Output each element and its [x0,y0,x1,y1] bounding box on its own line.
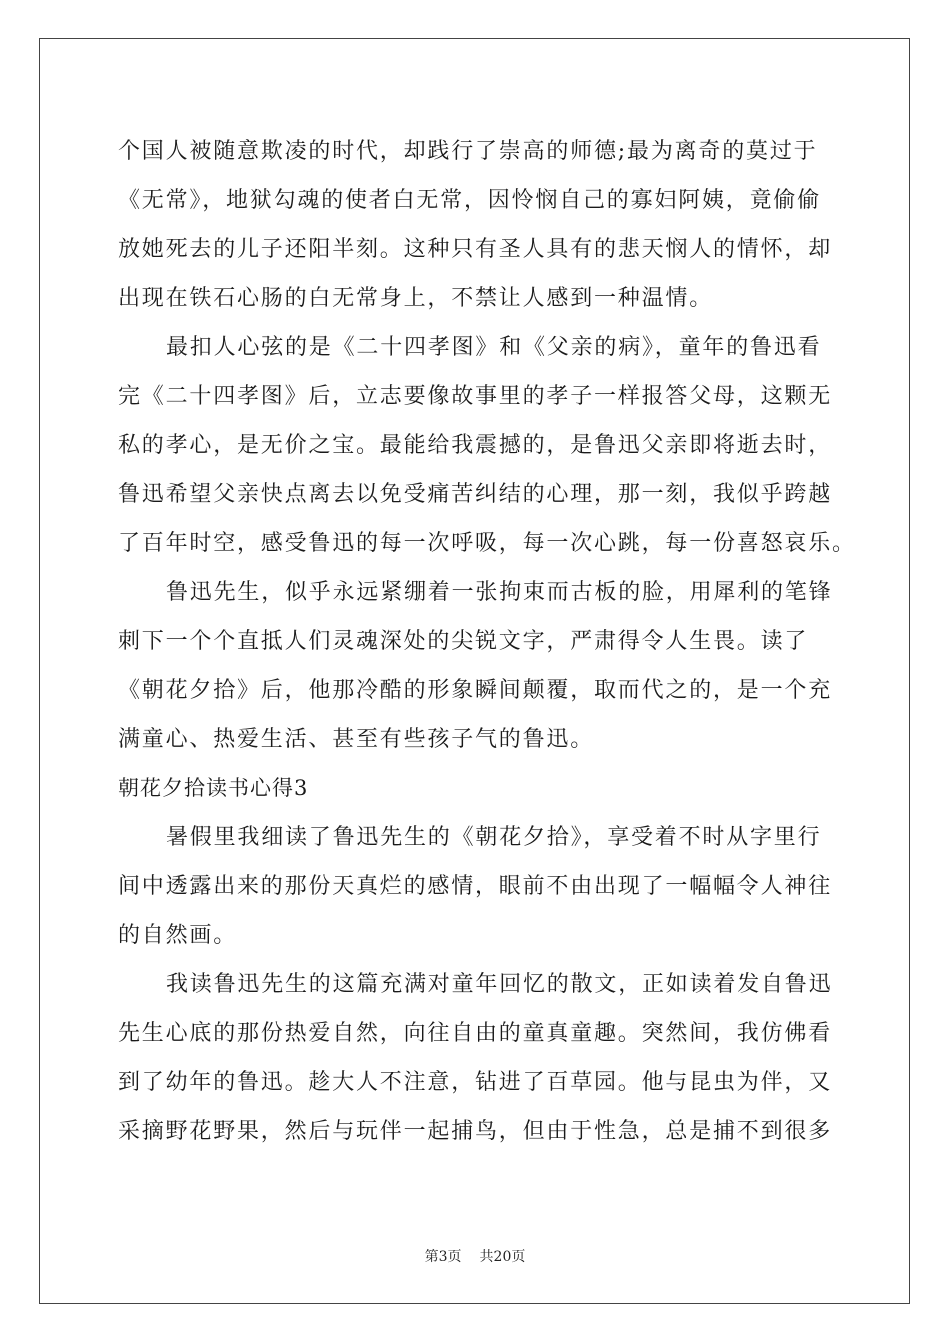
paragraph-1 [118,127,838,323]
text-line: 鲁迅希望父亲快点离去以免受痛苦纠结的心理，那一刻，我似乎跨越 [118,482,833,507]
section-title: 朝花夕拾读书心得3 [118,776,309,800]
text-line: 间中透露出来的那份天真烂的感情，眼前不由出现了一幅幅令人神往 [118,874,833,899]
text-line: 完《二十四孝图》后，立志要像故事里的孝子一样报答父母，这颗无 [118,384,833,409]
text-line: 私的孝心，是无价之宝。最能给我震撼的，是鲁迅父亲即将逝去时， [118,433,833,458]
total-pages: 共20页 [479,1249,526,1265]
text-line: 暑假里我细读了鲁迅先生的《朝花夕拾》，享受着不时从字里行 [166,825,822,850]
text-line: 刺下一个个直抵人们灵魂深处的尖锐文字，严肃得令人生畏。读了 [118,629,809,654]
text-line: 个国人被随意欺凌的时代，却践行了崇高的师德;最为离奇的莫过于 [118,139,818,164]
page-footer [0,1246,950,1266]
text-line: 到了幼年的鲁迅。趁大人不注意，钻进了百草园。他与昆虫为伴，又 [118,1070,833,1095]
text-line: 满童心、热爱生活、甚至有些孩子气的鲁迅。 [118,727,595,752]
text-line: 鲁迅先生，似乎永远紧绷着一张拘束而古板的脸，用犀利的笔锋 [166,580,833,605]
text-line: 先生心底的那份热爱自然，向往自由的童真童趣。突然间，我仿佛看 [118,1021,833,1046]
text-line: 《无常》，地狱勾魂的使者白无常，因怜悯自己的寡妇阿姨，竟偷偷 [118,188,822,213]
text-line: 最扣人心弦的是《二十四孝图》和《父亲的病》，童年的鲁迅看 [166,335,822,360]
paragraph-4 [118,813,838,960]
text-line: 《朝花夕拾》后，他那冷酷的形象瞬间颠覆，取而代之的，是一个充 [118,678,833,703]
paragraph-3 [118,568,838,764]
text-line: 采摘野花野果，然后与玩伴一起捕鸟，但由于性急，总是捕不到很多 [118,1119,833,1144]
text-line: 放她死去的儿子还阳半刻。这种只有圣人具有的悲天悯人的情怀，却 [118,237,833,262]
paragraph-5 [118,960,838,1156]
text-line: 我读鲁迅先生的这篇充满对童年回忆的散文，正如读着发自鲁迅 [166,972,833,997]
text-line: 的自然画。 [118,923,238,948]
text-line: 了百年时空，感受鲁迅的每一次呼吸，每一次心跳，每一份喜怒哀乐。 [118,531,856,556]
current-page-number: 第3页 [424,1249,462,1265]
paragraph-2 [118,323,856,568]
document-body [118,127,856,1156]
text-line: 出现在铁石心肠的白无常身上，不禁让人感到一种温情。 [118,286,714,311]
